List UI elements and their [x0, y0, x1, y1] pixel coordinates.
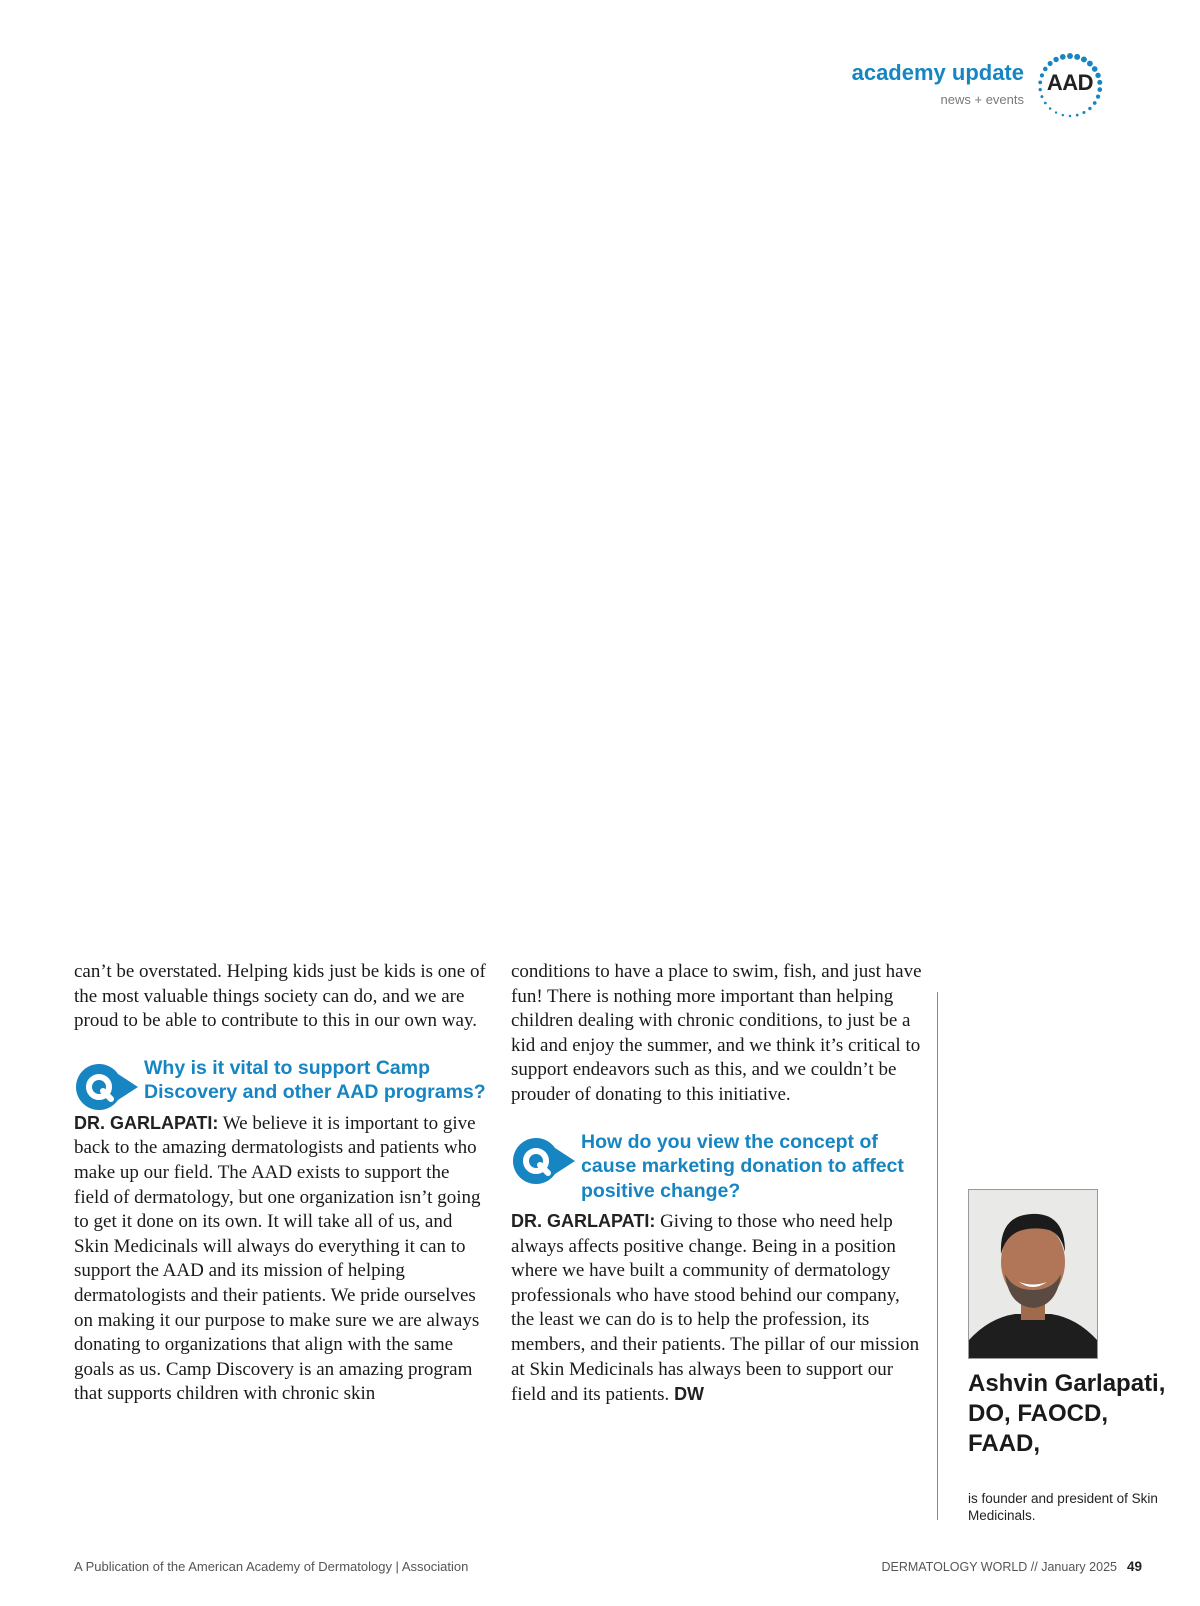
logo-ring-dot	[1055, 111, 1057, 113]
article-column-1	[74, 960, 488, 1407]
answer-2-text: Giving to those who need help always affects positive change. Being in a position where we have built a community of dermatology professionals who have stood behind our company, the least we can do is to help the profession, its members, and their patients. The pillar of our mission at Skin Medicinals has always been to support our field and its patients.	[511, 1211, 920, 1406]
logo-ring-dot	[1093, 101, 1097, 105]
bio-name: Ashvin Garlapati, DO, FAOCD, FAAD,	[968, 1370, 1166, 1457]
logo-ring-dot	[1053, 57, 1058, 62]
page-number: 49	[1126, 1559, 1142, 1574]
logo-ring-dot	[1049, 107, 1052, 110]
logo-ring-dot	[1074, 54, 1080, 60]
logo-ring-dot	[1087, 61, 1093, 67]
logo-ring-dot	[1069, 115, 1072, 118]
logo-ring-dot	[1044, 102, 1047, 105]
footer-issue	[881, 1559, 1142, 1574]
speaker-label: DR. GARLAPATI:	[511, 1211, 656, 1232]
answer-1	[74, 1111, 488, 1407]
section-subtitle: news + events	[940, 92, 1024, 107]
question-bubble-icon	[511, 1136, 577, 1186]
question-1: Why is it vital to support Camp Discovery and other AAD programs?	[144, 1056, 486, 1104]
bio-description: is founder and president of Skin Medicinals.	[968, 1491, 1158, 1523]
intro-paragraph: can’t be overstated. Helping kids just be kids is one of the most valuable things society can do, and we are proud to be able to contribute to this in our own way.	[74, 961, 486, 1032]
issue-label: DERMATOLOGY WORLD // January 2025	[881, 1560, 1117, 1574]
question-2: How do you view the concept of cause marketing donation to affect positive change?	[581, 1130, 904, 1202]
answer-1-text: We believe it is important to give back to the amazing dermatologists and patients who make up our field. The AAD exists to support the field of dermatology, but one organization isn’t going to get it done on its own. It will take all of us, and Skin Medicinals will always do everything it can to support the AAD and its mission of helping dermatologists and their patients. We pride ourselves on making it our purpose to make sure we are always donating to organizations that align with the same goals as us. Camp Discovery is an amazing program that supports children with chronic skin	[74, 1112, 481, 1405]
aad-logo-icon	[1036, 52, 1104, 120]
section-header	[844, 50, 1104, 122]
footer-publication: A Publication of the American Academy of Dermatology | Association	[74, 1559, 469, 1574]
question-bubble-icon	[74, 1062, 140, 1112]
answer-1-continued: conditions to have a place to swim, fish, and just have fun! There is nothing more important than helping children dealing with chronic conditions, to just be a kid and enjoy the summer, and we think it’s critical to support endeavors such as this, and we couldn’t be prouder of donating to this initiative.	[511, 961, 922, 1105]
logo-ring-dot	[1088, 107, 1091, 110]
logo-ring-dot	[1081, 56, 1087, 62]
question-block-2	[511, 1130, 923, 1204]
article-column-2	[511, 960, 923, 1408]
speaker-label: DR. GARLAPATI:	[74, 1112, 219, 1133]
question-block-1	[74, 1056, 488, 1105]
logo-ring-dot	[1060, 54, 1066, 60]
author-portrait	[968, 1189, 1098, 1359]
logo-ring-dot	[1082, 111, 1085, 114]
logo-ring-dot	[1076, 114, 1079, 117]
end-mark: DW	[674, 1384, 705, 1405]
logo-ring-dot	[1067, 53, 1073, 59]
answer-2	[511, 1209, 923, 1408]
aad-logo-text: AAD	[1046, 70, 1094, 95]
logo-ring-dot	[1048, 61, 1053, 66]
column-divider	[937, 992, 938, 1520]
section-title: academy update	[851, 60, 1024, 85]
logo-ring-dot	[1062, 114, 1064, 116]
